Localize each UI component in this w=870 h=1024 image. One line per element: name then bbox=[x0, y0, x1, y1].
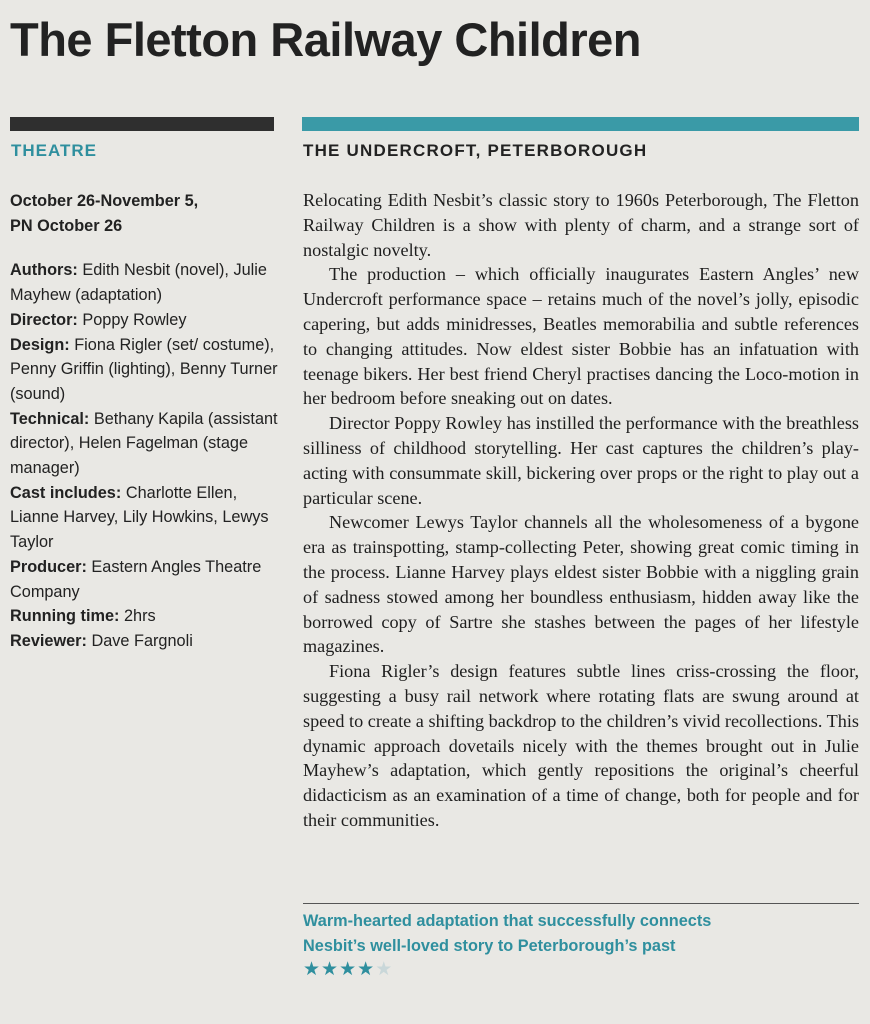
credits-list bbox=[10, 258, 278, 653]
credit-label: Technical: bbox=[10, 409, 90, 428]
star-icon: ★ bbox=[375, 959, 394, 980]
star-icon: ★ bbox=[339, 959, 358, 980]
credit-value: 2hrs bbox=[119, 607, 156, 626]
credit-label: Director: bbox=[10, 310, 78, 329]
credit-technical bbox=[10, 407, 278, 481]
verdict-divider bbox=[303, 903, 859, 904]
review-headline: The Fletton Railway Children bbox=[10, 13, 642, 66]
verdict-line: Nesbit’s well-loved story to Peterborough’s past bbox=[303, 936, 676, 955]
credits-sidebar bbox=[10, 189, 278, 654]
star-icon: ★ bbox=[321, 959, 340, 980]
star-rating bbox=[303, 958, 393, 982]
performance-dates bbox=[10, 189, 278, 238]
star-icon: ★ bbox=[357, 959, 376, 980]
credit-value: Charlotte Ellen, Lianne Harvey, Lily Howkins, Lewys Taylor bbox=[10, 483, 269, 552]
credit-value: Fiona Rigler (set/ costume), Penny Griffin (lighting), Benny Turner (sound) bbox=[10, 335, 278, 403]
credit-value: Dave Fargnoli bbox=[86, 631, 193, 650]
article-paragraph: Fiona Rigler’s design features subtle lines criss-crossing the floor, suggesting a busy rail network where rotating flats are swung around at speed to create a shifting backdrop to the children’s vivid recollections. This dynamic approach dovetails nicely with the themes brought out in Julie Mayhew’s adaptation, which gently repositions the original’s cheerful didacticism as an examination of a time of change, both for people and for their communities. bbox=[303, 661, 859, 830]
credit-label: Cast includes: bbox=[10, 483, 122, 502]
venue-heading: THE UNDERCROFT, PETERBOROUGH bbox=[303, 141, 648, 160]
credit-producer bbox=[10, 555, 278, 604]
credit-value: Edith Nesbit (novel), Julie Mayhew (adaptation) bbox=[10, 261, 267, 305]
credit-label: Design: bbox=[10, 335, 70, 354]
press-night: PN October 26 bbox=[10, 216, 123, 235]
verdict bbox=[303, 909, 863, 958]
date-range: October 26-November 5, bbox=[10, 192, 199, 210]
article-paragraph: Director Poppy Rowley has instilled the performance with the breathless silliness of childhood storytelling. Her cast captures the children’s play-acting with consummate skill, bickering over props or the right to play out a particular scene. bbox=[303, 413, 859, 508]
credit-label: Running time: bbox=[10, 607, 120, 626]
credit-running bbox=[10, 604, 278, 629]
article-paragraph: Newcomer Lewys Taylor channels all the wholesomeness of a bygone era as trainspotting, stamp-collecting Peter, showing great comic timing in the process. Lianne Harvey plays eldest sister Bobbie with a niggling grain of sadness stowed among her boundless enthusiasm, hidden away like the borrowed copy of Sartre she stashes between the pages of her lifestyle magazines. bbox=[303, 512, 859, 657]
credit-label: Authors: bbox=[10, 261, 78, 280]
credit-design bbox=[10, 333, 278, 407]
sidebar-rule bbox=[10, 117, 274, 131]
article-paragraph: Relocating Edith Nesbit’s classic story to 1960s Peterborough, The Fletton Railway Children is a show with plenty of charm, and a strange sort of nostalgic novelty. bbox=[303, 190, 859, 260]
credit-label: Producer: bbox=[10, 557, 87, 576]
verdict-line: Warm-hearted adaptation that successfully connects bbox=[303, 912, 712, 930]
credit-value: Poppy Rowley bbox=[77, 310, 187, 329]
credit-cast bbox=[10, 481, 278, 555]
article-paragraph: The production – which officially inaugurates Eastern Angles’ new Undercroft performance space – retains much of the novel’s jolly, episodic capering, but adds minidresses, Beatles memorabilia and subtle references to changing attitudes. Now eldest sister Bobbie has an infatuation with teenage bikers. Her best friend Cheryl practises dancing the Loco-motion in her bedroom before sneaking out on dates. bbox=[303, 264, 859, 409]
credit-director bbox=[10, 308, 278, 333]
credit-label: Reviewer: bbox=[10, 631, 87, 650]
credit-authors bbox=[10, 258, 278, 307]
star-icon: ★ bbox=[303, 959, 322, 980]
article-rule bbox=[302, 117, 859, 131]
credit-value: Eastern Angles Theatre Company bbox=[10, 557, 262, 601]
credit-value: Bethany Kapila (assistant director), Helen Fagelman (stage manager) bbox=[10, 409, 278, 478]
credit-reviewer bbox=[10, 629, 278, 654]
section-label: THEATRE bbox=[11, 141, 98, 160]
review-body bbox=[303, 188, 859, 833]
